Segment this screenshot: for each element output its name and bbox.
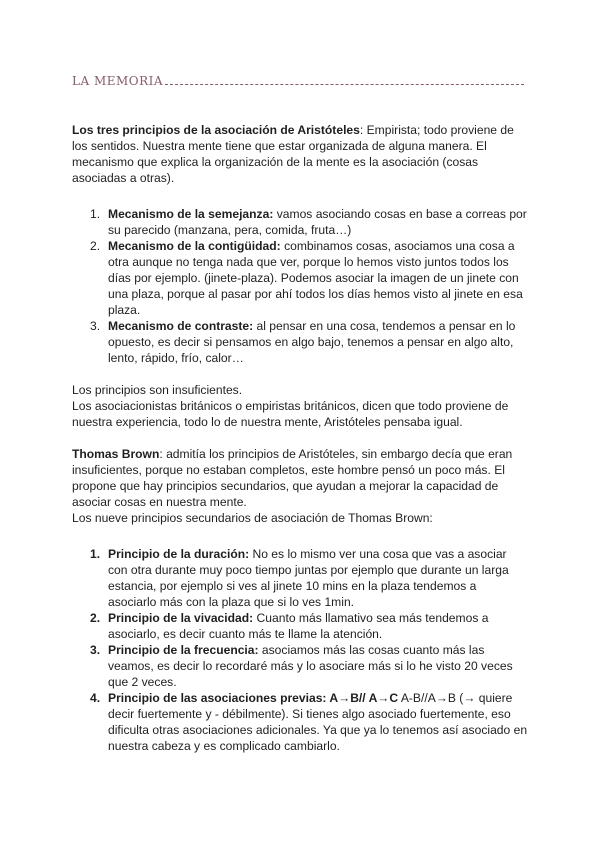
item-text: vamos asociando cosas en base a correas por su parecido (manzana, pera, comida, fruta…) [108,207,527,237]
document-body [72,122,528,754]
insufficient-line: Los principios son insuficientes. [72,383,243,397]
list-item [72,546,528,610]
section-header [72,74,524,88]
list-item [72,238,528,318]
item-text: No es lo mismo ver una cosa que vas a asociar con otra durante muy poco tiempo juntas por ejemplo que durante un larga estancia, por ejemplo si ves al jinete 10 mins en la plaza tendemos a asociarlo más con la plaza que si lo ves 1min. [108,547,509,609]
list-number: 3. [90,319,101,333]
item-heading: Principio de la vivacidad: [108,611,254,625]
item-heading: Mecanismo de contraste: [108,319,254,333]
item-heading: Mecanismo de la semejanza: [108,207,274,221]
intro-bold: Los tres principios de la asociación de Aristóteles [72,123,360,137]
list-number: 4. [90,691,101,705]
brown-text: : admitía los principios de Aristóteles, sin embargo decía que eran insuficientes, porque no estaban completos, este hombre pensó un poco más. El propone que hay principios secundarios, que ayudan a mejorar la capacidad de asociar cosas en nuestra mente. [72,447,513,509]
dashed-rule [165,84,524,85]
list-item [72,690,528,754]
item-text: al pensar en una cosa, tendemos a pensar en lo opuesto, es decir si pensamos en algo bajo, tenemos a pensar en algo alto, lento, rápido, frío, calor… [108,319,516,365]
brown-bold: Thomas Brown [72,447,160,461]
list-number: 2. [90,239,101,253]
list-number: 3. [90,643,101,657]
empiricists-paragraph: Los asociacionistas británicos o empiristas británicos, dicen que todo proviene de nuestra experiencia, todo lo de nuestra mente, Aristóteles pensaba igual. [72,399,509,429]
intro-paragraph [72,122,528,186]
secondary-principles-list [72,546,528,754]
list-number: 1. [90,547,101,561]
item-formula: A→B// A→C [329,691,399,705]
item-text: Cuanto más llamativo sea más tendemos a asociarlo, es decir cuanto más te llame la atención. [108,611,489,641]
item-heading: Principio de la frecuencia: [108,643,259,657]
item-heading: Principio de las asociaciones previas: [108,691,330,705]
item-heading: Principio de la duración: [108,547,250,561]
list-number: 2. [90,611,101,625]
mechanisms-list [72,206,528,366]
item-text: asociamos más las cosas cuanto más las veamos, es decir lo recordaré más y lo asociare más si lo he visto 20 veces que 2 veces. [108,643,513,689]
intro-text: : Empirista; todo proviene de los sentidos. Nuestra mente tiene que estar organizada de alguna manera. El mecanismo que explica la organización de la mente es la asociación (cosas asociadas a otras). [72,123,514,185]
list-number: 1. [90,207,101,221]
list-item [72,318,528,366]
brown-paragraph [72,446,528,510]
list-item [72,206,528,238]
list-item [72,610,528,642]
section-title: LA MEMORIA [72,74,164,88]
list-item [72,642,528,690]
item-text: A-B//A→B (→ quiere decir fuertemente y - débilmente). Si tienes algo asociado fuertemente, eso dificulta otras asociaciones adicionales. Ya que ya lo tenemos así asociado en nuestra cabeza y es complicado cambiarlo. [108,691,528,753]
item-heading: Mecanismo de la contigüidad: [108,239,281,253]
brown-list-intro: Los nueve principios secundarios de asociación de Thomas Brown: [72,511,433,525]
item-text: combinamos cosas, asociamos una cosa a otra aunque no tenga nada que ver, porque lo hemos visto juntos todos los días por ejemplo. (jinete-plaza). Podemos asociar la imagen de un jinete con una plaza, porque al pasar por ahí todos los días hemos visto al jinete en esa plaza. [108,239,523,317]
